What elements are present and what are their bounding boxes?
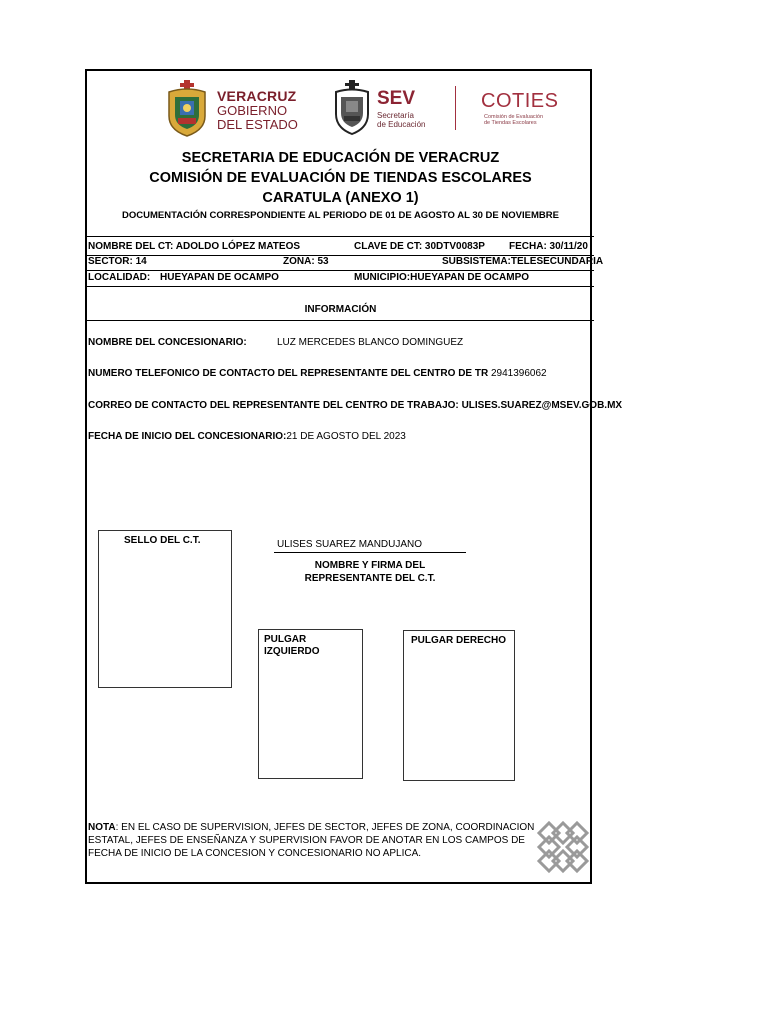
- sello-box: [98, 530, 232, 688]
- table-rule-3: [87, 286, 594, 287]
- telefono-label: NUMERO TELEFONICO DE CONTACTO DEL REPRESENTANTE DEL CENTRO DE TR: [88, 368, 489, 379]
- sev-logo-title: SEV: [377, 88, 416, 109]
- subsistema-ct: SUBSISTEMA:TELESECUNDARIA: [442, 256, 604, 267]
- concesionario-value: LUZ MERCEDES BLANCO DOMINGUEZ: [277, 337, 464, 348]
- period-text: DOCUMENTACIÓN CORRESPONDIENTE AL PERIODO DE 01 DE AGOSTO AL 30 DE NOVIEMBRE: [122, 210, 559, 221]
- title-line2: COMISIÓN DE EVALUACIÓN DE TIENDAS ESCOLARES: [149, 170, 532, 186]
- sev-logo-line1: Secretaría: [377, 111, 414, 120]
- sev-logo: [332, 80, 442, 140]
- info-heading: INFORMACIÓN: [304, 304, 377, 315]
- pulgar-izquierdo-label-line2: IZQUIERDO: [264, 646, 320, 657]
- veracruz-logo: [163, 80, 298, 140]
- veracruz-logo-line1: VERACRUZ: [217, 88, 297, 104]
- pulgar-izquierdo-label-line1: PULGAR: [264, 634, 307, 645]
- sev-logo-line2: de Educación: [377, 120, 426, 129]
- logo-divider: [455, 86, 456, 130]
- document-sheet: [85, 69, 623, 884]
- veracruz-shield-icon: [163, 80, 211, 138]
- fecha-ct: FECHA: 30/11/20: [509, 241, 588, 252]
- coties-logo-line2: de Tiendas Escolares: [484, 120, 537, 126]
- nombre-ct: NOMBRE DEL CT: ADOLDO LÓPEZ MATEOS: [88, 241, 301, 252]
- info-rule: [87, 320, 594, 321]
- firma-label-line2: REPRESENTANTE DEL C.T.: [304, 573, 436, 584]
- representante-nombre: ULISES SUAREZ MANDUJANO: [277, 539, 423, 550]
- nota-label: NOTA: [88, 822, 116, 833]
- telefono-row: [88, 368, 547, 379]
- nota-line2: ESTATAL, JEFES DE ENSEÑANZA Y SUPERVISION FAVOR DE ANOTAR EN LOS CAMPOS DE: [88, 835, 525, 846]
- coties-logo-line1: Comisión de Evaluación: [484, 114, 544, 120]
- pulgar-derecho-label: PULGAR DERECHO: [411, 635, 507, 646]
- nota-text-1: : EN EL CASO DE SUPERVISION, JEFES DE SECTOR, JEFES DE ZONA, COORDINACION: [115, 822, 535, 833]
- pulgar-derecho-box: [403, 630, 515, 781]
- firma-line: [274, 552, 466, 553]
- municipio-ct: MUNICIPIO:HUEYAPAN DE OCAMPO: [354, 272, 530, 283]
- zona-ct: ZONA: 53: [283, 256, 329, 267]
- nota-line1: [88, 822, 534, 833]
- table-rule-2: [87, 270, 594, 271]
- correo-label: CORREO DE CONTACTO DEL REPRESENTANTE DEL CENTRO DE TRABAJO:: [88, 400, 459, 411]
- concesionario-label: NOMBRE DEL CONCESIONARIO:: [88, 337, 247, 348]
- clave-ct: CLAVE DE CT: 30DTV0083P: [354, 241, 485, 252]
- correo-row: [88, 400, 622, 411]
- ornament-knot-icon: [535, 819, 591, 875]
- table-rule-top: [87, 236, 594, 237]
- fecha-inicio-value: 21 DE AGOSTO DEL 2023: [286, 431, 406, 442]
- title-line3: CARATULA (ANEXO 1): [262, 190, 419, 206]
- sev-shield-icon: [332, 80, 372, 136]
- fecha-inicio-row: [88, 431, 406, 442]
- nota-line3: FECHA DE INICIO DE LA CONCESION Y CONCESIONARIO NO APLICA.: [88, 848, 422, 859]
- correo-value: ULISES.SUAREZ@MSEV.GOB.MX: [461, 400, 623, 411]
- sello-label: SELLO DEL C.T.: [124, 535, 201, 546]
- telefono-value: 2941396062: [491, 368, 547, 379]
- title-line1: SECRETARIA DE EDUCACIÓN DE VERACRUZ: [181, 150, 500, 166]
- localidad-label: LOCALIDAD:: [88, 272, 151, 283]
- firma-label-line1: NOMBRE Y FIRMA DEL: [314, 560, 426, 571]
- sector-ct: SECTOR: 14: [88, 256, 147, 267]
- localidad-value: HUEYAPAN DE OCAMPO: [160, 272, 279, 283]
- fecha-inicio-label: FECHA DE INICIO DEL CONCESIONARIO:: [88, 431, 287, 442]
- veracruz-logo-line2: GOBIERNO: [217, 103, 288, 118]
- veracruz-logo-line3: DEL ESTADO: [217, 117, 298, 132]
- coties-logo-title: COTIES: [481, 90, 559, 112]
- coties-logo: [481, 91, 581, 131]
